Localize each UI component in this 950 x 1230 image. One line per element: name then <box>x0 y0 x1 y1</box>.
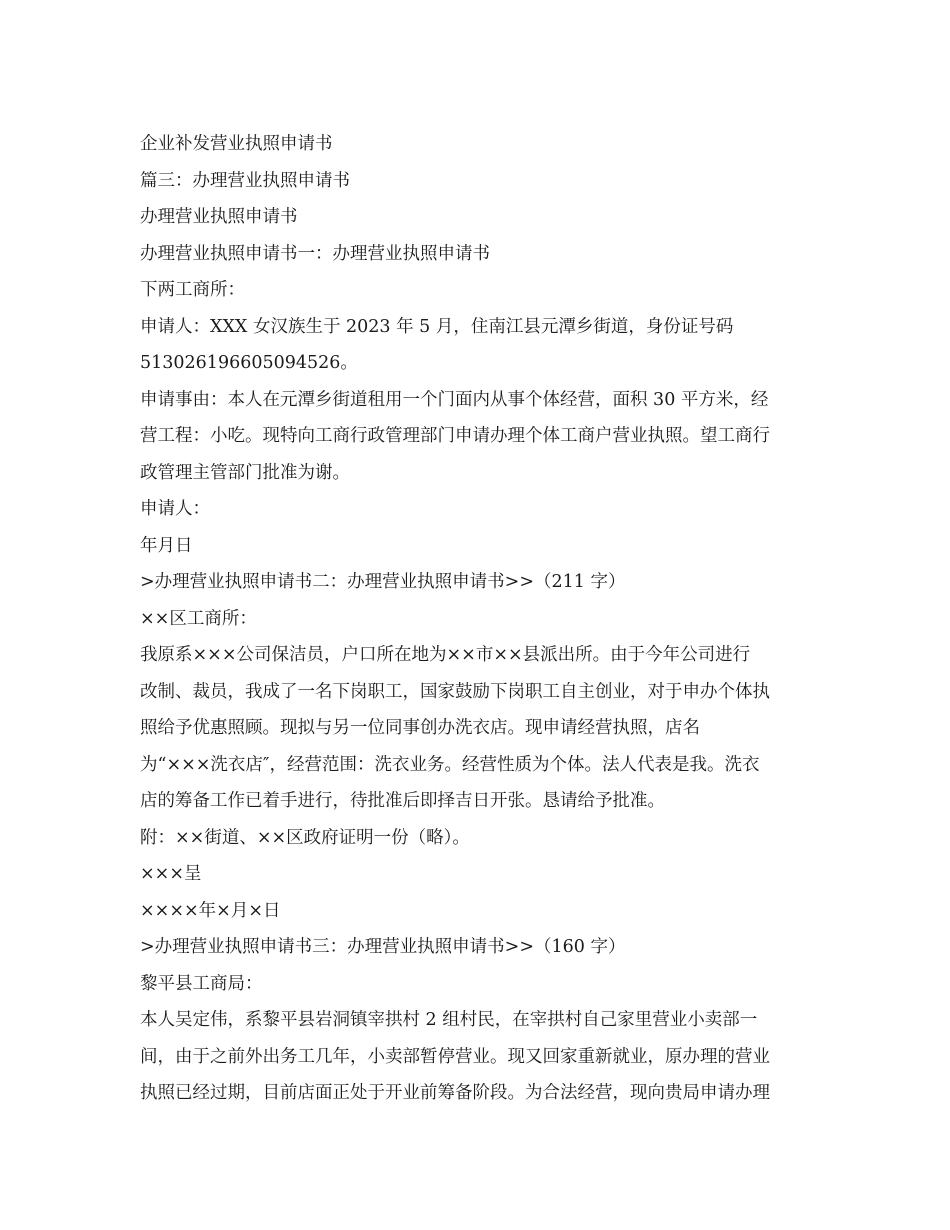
addressee: ××区工商所： <box>140 608 257 629</box>
paragraph-line: 营工程：小吃。现特向工商行政管理部门申请办理个体工商户营业执照。望工商行 <box>140 426 770 446</box>
sample-heading: 办理营业执照申请书一：办理营业执照申请书 <box>140 243 490 264</box>
paragraph-line: 本人吴定伟，系黎平县岩洞镇宰拱村 2 组村民，在宰拱村自己家里营业小卖部一 <box>140 1010 758 1030</box>
section-title: 办理营业执照申请书 <box>140 207 298 227</box>
paragraph-line: 照给予优惠照顾。现拟与另一位同事创办洗衣店。现申请经营执照，店名 <box>140 718 700 738</box>
paragraph-line: 我原系×××公司保洁员，户口所在地为××市××县派出所。由于今年公司进行 <box>140 645 751 665</box>
signature-label: ×××呈 <box>140 864 202 884</box>
paragraph-line: 执照已经过期，目前店面正处于开业前筹备阶段。为合法经营，现向贵局申请办理 <box>140 1083 770 1103</box>
paragraph-line: 513026196605094526。 <box>140 353 358 373</box>
paragraph-line: 间，由于之前外出务工几年，小卖部暂停营业。现又回家重新就业，原办理的营业 <box>140 1046 770 1067</box>
section-heading: 篇三：办理营业执照申请书 <box>140 170 350 191</box>
sample-heading: >办理营业执照申请书二：办理营业执照申请书>>（211 字） <box>140 572 626 592</box>
date-label: ××××年×月×日 <box>140 900 281 921</box>
document-title: 企业补发营业执照申请书 <box>140 134 333 154</box>
paragraph-line: 店的筹备工作已着手进行，待批准后即择吉日开张。恳请给予批准。 <box>140 791 665 811</box>
date-label: 年月日 <box>140 535 193 556</box>
document-body <box>140 126 816 1112</box>
paragraph-line: 申请事由：本人在元潭乡街道租用一个门面内从事个体经营，面积 30 平方米，经 <box>140 389 769 410</box>
addressee: 黎平县工商局： <box>140 973 263 994</box>
paragraph-line: 政管理主管部门批准为谢。 <box>140 462 350 483</box>
addressee: 下两工商所： <box>140 280 245 300</box>
sample-heading: >办理营业执照申请书三：办理营业执照申请书>>（160 字） <box>140 937 626 957</box>
paragraph-line: 申请人：XXX 女汉族生于 2023 年 5 月，住南江县元潭乡街道，身份证号码 <box>140 316 734 337</box>
paragraph-line: 为“×××洗衣店″，经营范围：洗衣业务。经营性质为个体。法人代表是我。洗衣 <box>140 754 760 775</box>
signature-label: 申请人： <box>140 499 210 519</box>
attachment-note: 附：××街道、××区政府证明一份（略）。 <box>140 827 470 848</box>
paragraph-line: 改制、裁员，我成了一名下岗职工，国家鼓励下岗职工自主创业，对于申办个体执 <box>140 681 770 702</box>
